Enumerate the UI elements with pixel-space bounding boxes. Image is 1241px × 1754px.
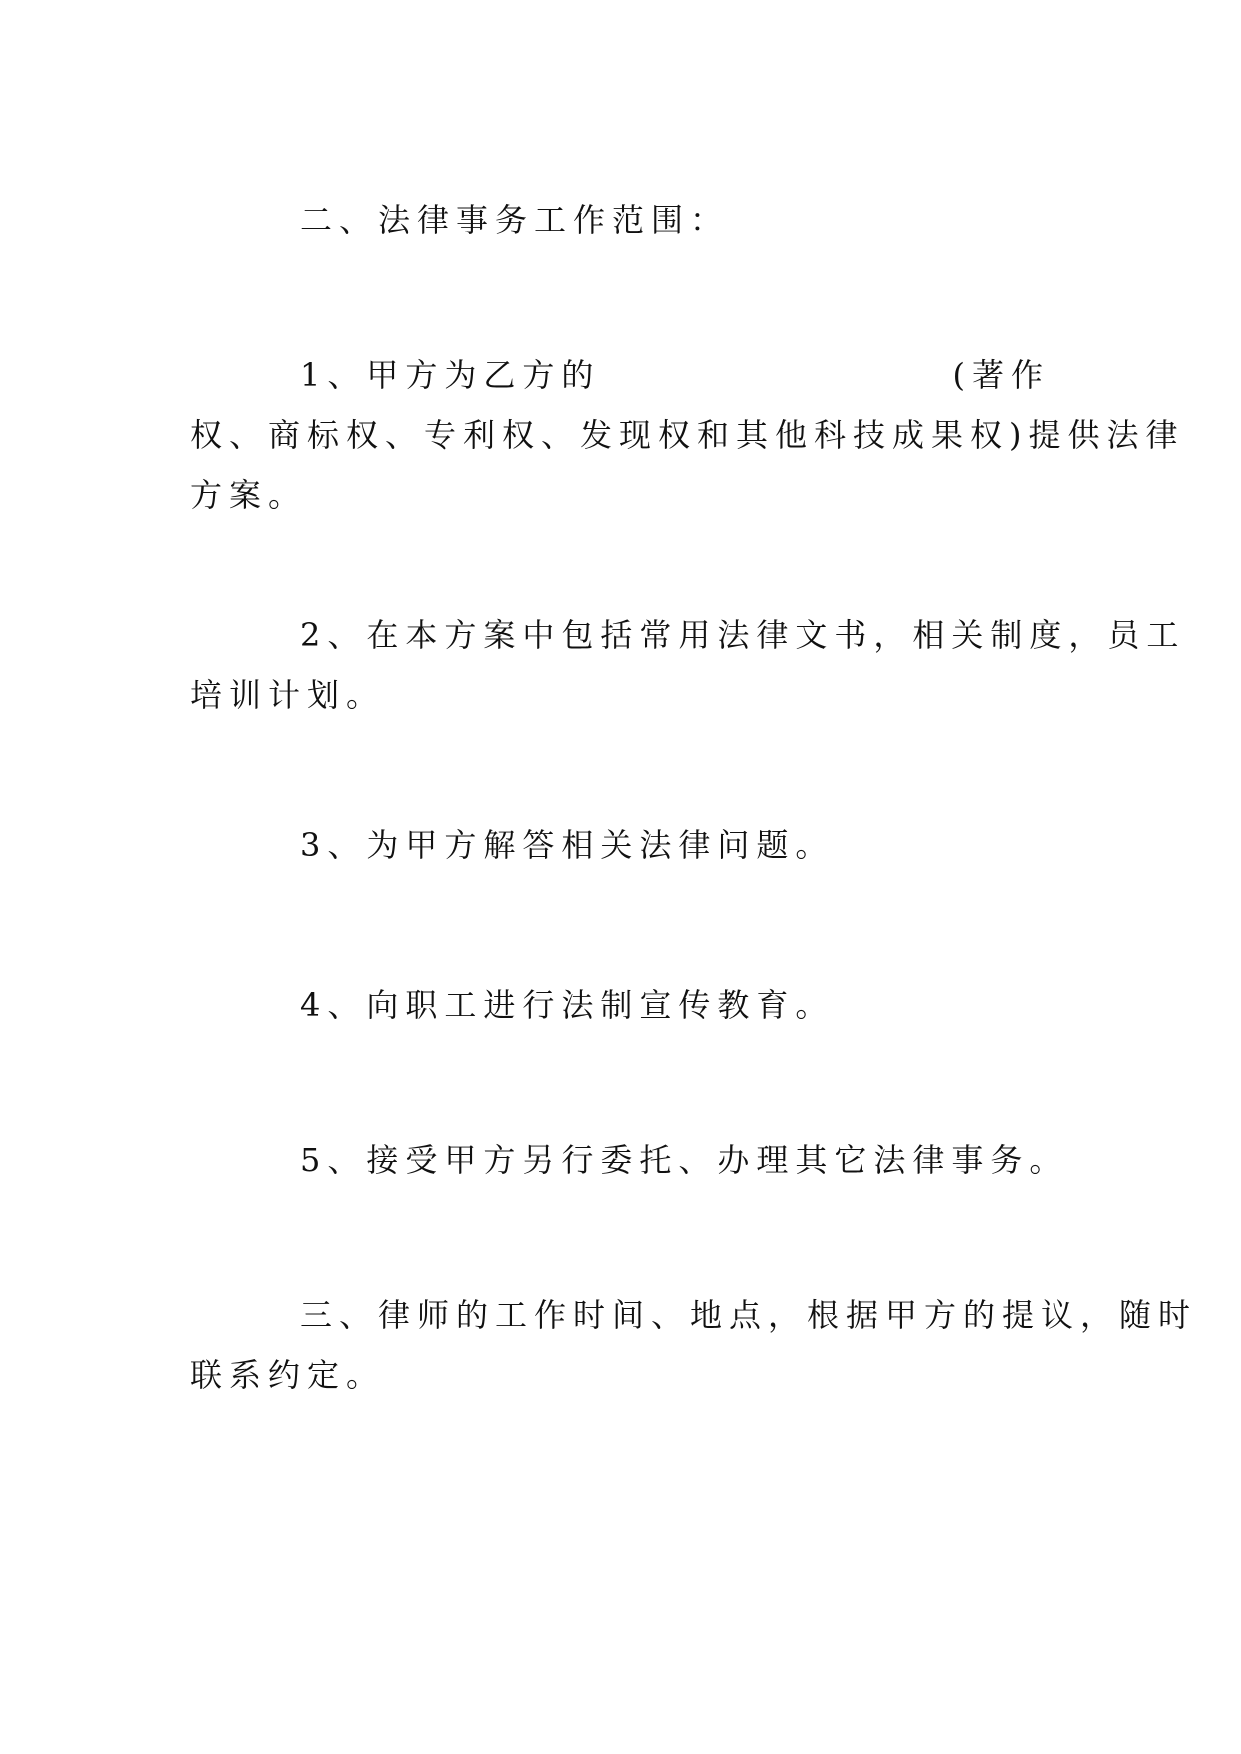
item-2-line-2: 培训计划。 — [190, 676, 386, 714]
section-two-heading — [190, 190, 1050, 250]
item-1-line-3: 方案。 — [190, 476, 308, 514]
section-three-line-2: 联系约定。 — [190, 1356, 386, 1394]
item-3-paragraph — [190, 815, 1050, 875]
item-4-paragraph — [190, 975, 1050, 1035]
item-1-line-1 — [190, 345, 1050, 405]
item-1-line-2: 权、商标权、专利权、发现权和其他科技成果权)提供法律 — [190, 416, 1185, 454]
item-5-paragraph — [190, 1130, 1069, 1190]
section-three-line-1: 三、律师的工作时间、地点，根据甲方的提议，随时 — [300, 1296, 1198, 1334]
item-2-line-1: 2、在本方案中包括常用法律文书，相关制度，员工 — [300, 616, 1186, 654]
heading-text: 二、法律事务工作范围： — [300, 201, 730, 239]
item-5-line: 5、接受甲方另行委托、办理其它法律事务。 — [300, 1141, 1069, 1179]
item-1-line-1-start: 1、甲方为乙方的 — [300, 356, 601, 394]
item-3-line: 3、为甲方解答相关法律问题。 — [300, 826, 835, 864]
item-2-paragraph — [190, 605, 1186, 725]
item-1-line-1-end: (著作 — [952, 356, 1050, 394]
section-three-paragraph — [190, 1285, 1198, 1405]
item-1-paragraph — [190, 345, 1185, 525]
item-4-line: 4、向职工进行法制宣传教育。 — [300, 986, 835, 1024]
